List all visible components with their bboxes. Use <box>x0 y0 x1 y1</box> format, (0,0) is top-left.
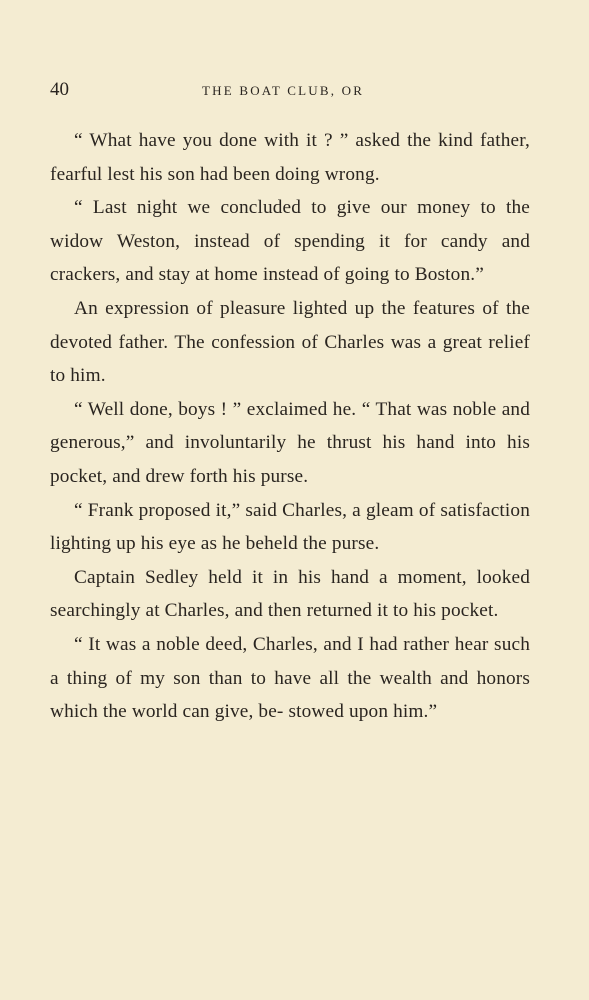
paragraph-2: “ Last night we concluded to give our money to the widow Weston, instead of spending it for candy and crackers, and stay at home instead of going to Boston.” <box>50 197 530 286</box>
page-header <box>50 78 530 102</box>
page-number: 40 <box>50 79 69 100</box>
paragraph-5: “ Frank proposed it,” said Charles, a gleam of satisfaction lighting up his eye as he beheld the purse. <box>50 499 530 555</box>
paragraph-4: “ Well done, boys ! ” exclaimed he. “ That was noble and generous,” and involuntarily he thrust his hand into his pocket, and drew forth his purse. <box>50 398 530 487</box>
body-text <box>50 124 530 729</box>
running-head: THE BOAT CLUB, OR <box>202 83 365 98</box>
paragraph-3: An expression of pleasure lighted up the features of the devoted father. The confession of Charles was a great relief to him. <box>50 297 530 387</box>
paragraph-7: “ It was a noble deed, Charles, and I had rather hear such a thing of my son than to have all the wealth and honors which the world can give, be- stowed upon him.” <box>50 633 530 723</box>
paragraph-1: “ What have you done with it ? ” asked the kind father, fearful lest his son had been doing wrong. <box>50 130 530 185</box>
paragraph-6: Captain Sedley held it in his hand a moment, looked searchingly at Charles, and then returned it to his pocket. <box>50 566 530 622</box>
